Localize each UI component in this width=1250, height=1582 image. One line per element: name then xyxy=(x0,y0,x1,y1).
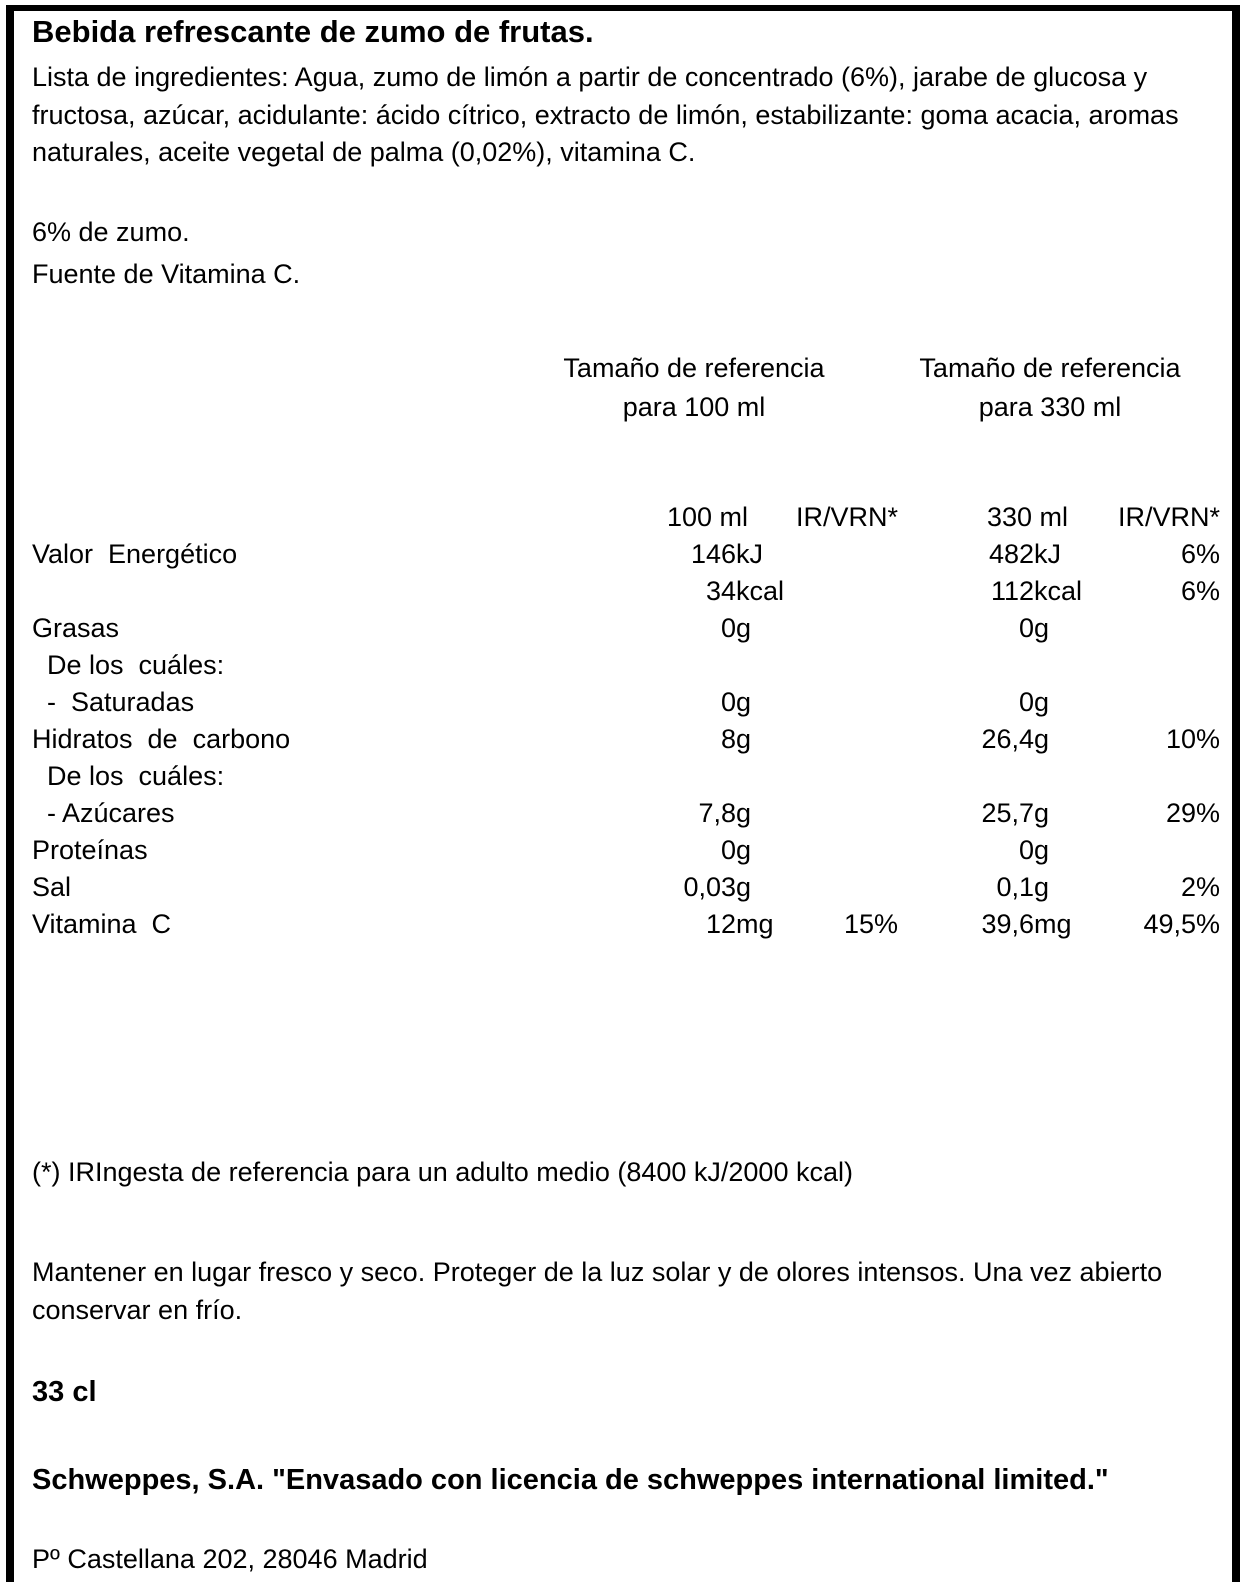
nutrient-label: De los cuáles: xyxy=(32,650,225,680)
vitamin-claim: Fuente de Vitamina C. xyxy=(32,259,301,289)
table-row xyxy=(14,721,1232,758)
table-row xyxy=(14,573,1232,610)
value-100: 34 xyxy=(705,576,736,606)
nutrient-label: - Azúcares xyxy=(32,798,175,828)
col-header-ir-330: IR/VRN* xyxy=(1117,502,1220,532)
table-row xyxy=(14,906,1232,943)
ref-size-330-header xyxy=(880,349,1220,427)
table-row xyxy=(14,610,1232,647)
value-100: 0,03 xyxy=(683,872,736,902)
address: Pº Castellana 202, 28046 Madrid xyxy=(32,1544,428,1574)
col-header-330ml: 330 ml xyxy=(986,502,1068,532)
unit-100: g xyxy=(736,835,752,865)
table-row xyxy=(14,869,1232,906)
value-100: 0 xyxy=(720,687,736,717)
ir-330: 49,5% xyxy=(1143,909,1220,939)
unit-330: mg xyxy=(1034,909,1072,939)
footnote: (*) IRIngesta de referencia para un adulto medio (8400 kJ/2000 kcal) xyxy=(32,1157,853,1187)
ref-330-line2: para 330 ml xyxy=(978,392,1122,422)
table-row xyxy=(14,684,1232,721)
unit-100: mg xyxy=(736,909,774,939)
value-100: 7,8 xyxy=(698,798,736,828)
unit-330: kcal xyxy=(1034,576,1083,606)
ref-330-line1: Tamaño de referencia xyxy=(919,353,1181,383)
unit-100: g xyxy=(736,687,752,717)
value-330: 39,6 xyxy=(981,909,1034,939)
value-100: 0 xyxy=(720,613,736,643)
unit-100: kcal xyxy=(736,576,785,606)
ir-100: 15% xyxy=(843,909,898,939)
ir-330: 2% xyxy=(1180,872,1220,902)
unit-330: g xyxy=(1034,687,1050,717)
label-frame xyxy=(6,5,1240,1582)
ir-330: 6% xyxy=(1180,576,1220,606)
ref-100-line2: para 100 ml xyxy=(622,392,766,422)
product-title: Bebida refrescante de zumo de frutas. xyxy=(32,14,594,49)
table-row xyxy=(14,536,1232,573)
value-330: 0 xyxy=(1018,613,1034,643)
value-330: 0 xyxy=(1018,687,1034,717)
value-330: 0 xyxy=(1018,835,1034,865)
value-100: 146 xyxy=(690,539,736,569)
ref-size-100-header xyxy=(524,349,864,427)
manufacturer: Schweppes, S.A. "Envasado con licencia de schweppes international limited." xyxy=(32,1464,1109,1496)
nutrient-label: De los cuáles: xyxy=(32,761,225,791)
unit-330: g xyxy=(1034,835,1050,865)
ingredients-list: Lista de ingredientes: Agua, zumo de limón a partir de concentrado (6%), jarabe de glucosa y fructosa, azúcar, acidulante: ácido cítrico, extracto de limón, estabilizante: goma acacia, aromas naturales, aceite vegetal de palma (0,02%), vitamina C. xyxy=(32,62,1179,167)
unit-330: g xyxy=(1034,872,1050,902)
col-header-100ml: 100 ml xyxy=(666,502,748,532)
unit-100: kJ xyxy=(736,539,763,569)
ir-330: 6% xyxy=(1180,539,1220,569)
nutrient-label: Valor Energético xyxy=(32,539,238,569)
unit-100: g xyxy=(736,613,752,643)
table-row xyxy=(14,795,1232,832)
value-330: 0,1 xyxy=(996,872,1034,902)
nutrient-label: Grasas xyxy=(32,613,120,643)
col-header-ir-100: IR/VRN* xyxy=(795,502,898,532)
nutrition-column-headers xyxy=(14,499,1232,536)
value-100: 0 xyxy=(720,835,736,865)
value-330: 482 xyxy=(988,539,1034,569)
value-330: 26,4 xyxy=(981,724,1034,754)
nutrient-label: - Saturadas xyxy=(32,687,195,717)
value-330: 25,7 xyxy=(981,798,1034,828)
unit-330: g xyxy=(1034,724,1050,754)
ir-330: 10% xyxy=(1165,724,1220,754)
volume: 33 cl xyxy=(32,1376,97,1408)
nutrient-label: Sal xyxy=(32,872,72,902)
unit-330: g xyxy=(1034,798,1050,828)
ref-100-line1: Tamaño de referencia xyxy=(563,353,825,383)
juice-content: 6% de zumo. xyxy=(32,217,190,247)
unit-330: kJ xyxy=(1034,539,1061,569)
nutrient-label: Proteínas xyxy=(32,835,148,865)
ir-330: 29% xyxy=(1165,798,1220,828)
table-row xyxy=(14,758,1232,795)
unit-330: g xyxy=(1034,613,1050,643)
unit-100: g xyxy=(736,724,752,754)
nutrient-label: Vitamina C xyxy=(32,909,172,939)
value-330: 112 xyxy=(990,576,1034,606)
table-row xyxy=(14,832,1232,869)
unit-100: g xyxy=(736,798,752,828)
nutrient-label: Hidratos de carbono xyxy=(32,724,291,754)
value-100: 12 xyxy=(705,909,736,939)
value-100: 8 xyxy=(720,724,736,754)
unit-100: g xyxy=(736,872,752,902)
table-row xyxy=(14,647,1232,684)
storage-instructions: Mantener en lugar fresco y seco. Proteger de la luz solar y de olores intensos. Una vez abierto conservar en frío. xyxy=(32,1257,1163,1325)
